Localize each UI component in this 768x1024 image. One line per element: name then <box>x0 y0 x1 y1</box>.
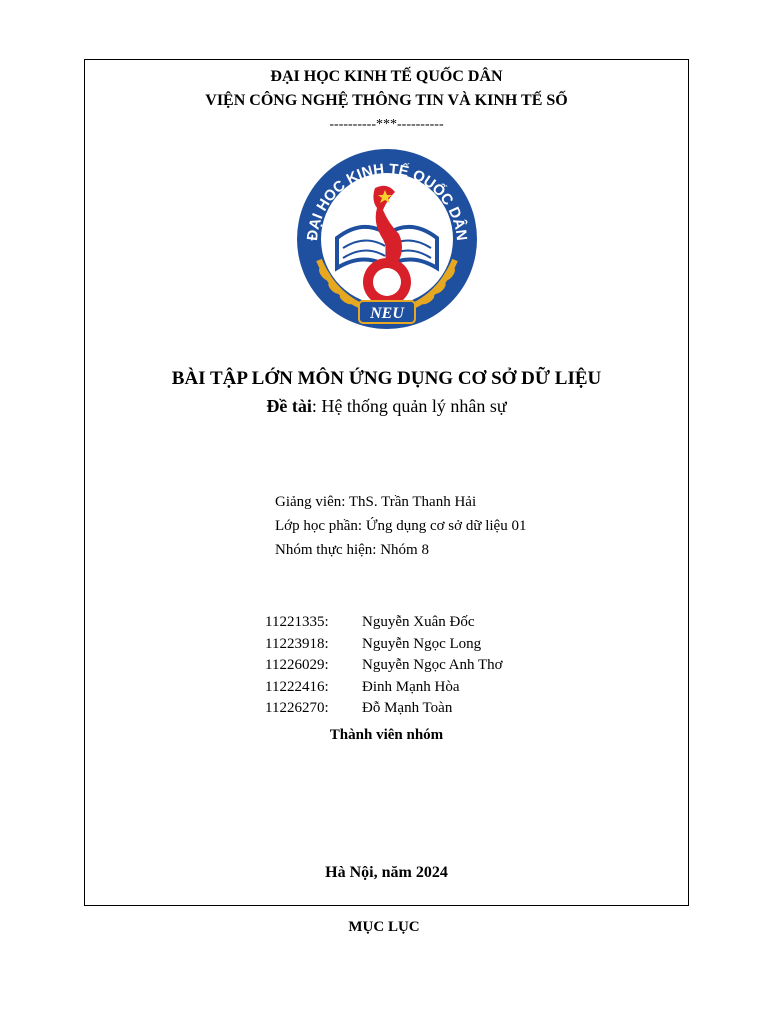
member-name: Đinh Mạnh Hòa <box>362 679 460 695</box>
logo-ring-text: ĐẠI HỌC KINH TẾ QUỐC DÂN <box>303 160 471 242</box>
lecturer-line: Giảng viên: ThS. Trần Thanh Hải <box>275 494 477 510</box>
member-name: Đỗ Mạnh Toàn <box>362 700 453 716</box>
member-name: Nguyễn Xuân Đốc <box>362 614 475 630</box>
place-date: Hà Nội, năm 2024 <box>325 864 448 881</box>
members-caption: Thành viên nhóm <box>329 727 444 743</box>
member-id: 11221335: <box>265 614 329 630</box>
member-name: Nguyễn Ngọc Anh Thơ <box>362 657 503 673</box>
group-line: Nhóm thực hiện: Nhóm 8 <box>275 542 429 558</box>
report-topic <box>85 396 688 417</box>
neu-logo <box>291 148 483 330</box>
university-name: ĐẠI HỌC KINH TẾ QUỐC DÂN <box>270 68 503 85</box>
logo-badge-text: NEU <box>370 305 404 322</box>
member-id: 11223918: <box>265 636 329 652</box>
topic-label: Đề tài <box>266 396 312 416</box>
member-id: 11226270: <box>265 700 329 716</box>
separator-line: ----------***---------- <box>329 117 444 132</box>
report-title: BÀI TẬP LỚN MÔN ỨNG DỤNG CƠ SỞ DỮ LIỆU <box>171 368 602 389</box>
topic-value: : Hệ thống quản lý nhân sự <box>311 396 507 416</box>
member-id: 11222416: <box>265 679 329 695</box>
cover-frame <box>84 59 689 906</box>
toc-heading: MỤC LỤC <box>348 919 420 935</box>
class-line: Lớp học phần: Ứng dụng cơ sở dữ liệu 01 <box>275 518 527 534</box>
member-id: 11226029: <box>265 657 329 673</box>
institute-name: VIỆN CÔNG NGHỆ THÔNG TIN VÀ KINH TẾ SỐ <box>205 92 568 109</box>
member-name: Nguyễn Ngọc Long <box>362 636 482 652</box>
